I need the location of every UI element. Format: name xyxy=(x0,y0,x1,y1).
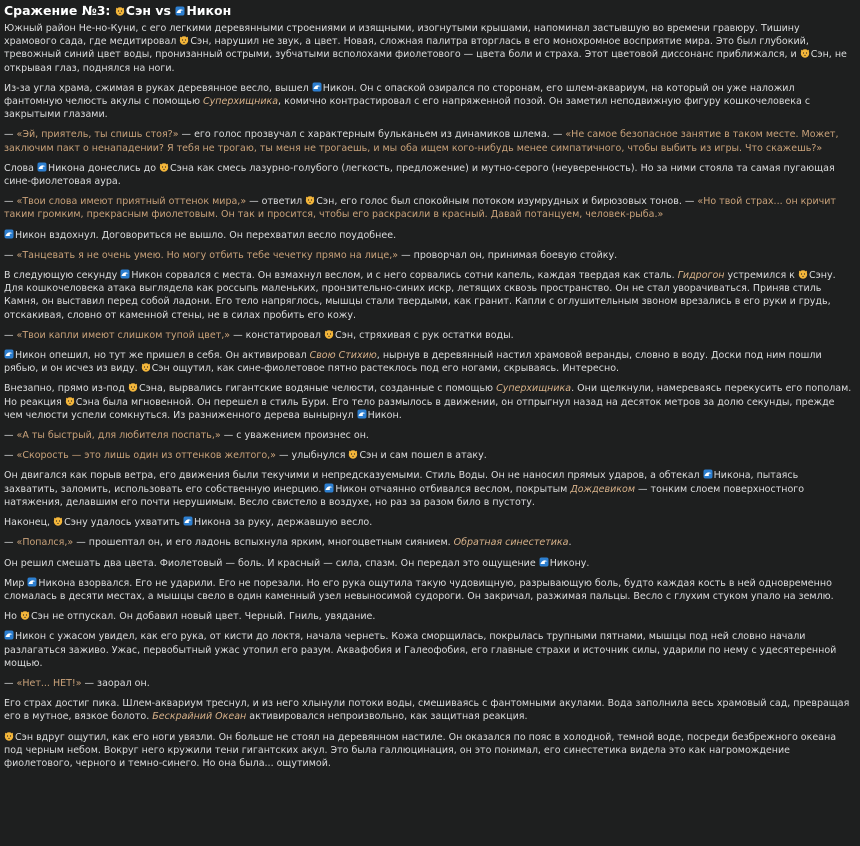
dialogue-quote: «А ты быстрый, для любителя поспать,» xyxy=(16,430,221,442)
battle-title: Сражение №3: Сэн vs Никон xyxy=(4,3,232,18)
paragraph: Никон опешил, но тут же пришел в себя. Он активировал Свою Стихию, нырнув в деревянный настил храмовой веранды, словно в воду. Доски под ним пошли рябью, и он исчез из виду. Сэн ощутил, как сине-фиолетовое пятно растеклось под его ногами, скрываясь. Интересно. xyxy=(4,350,822,375)
wave-icon xyxy=(120,269,130,279)
dialogue-quote: «Попался,» xyxy=(16,537,74,549)
tiger-face-icon xyxy=(115,6,125,16)
tiger-face-icon xyxy=(179,35,189,45)
dialogue-quote: «Танцевать я не очень умею. Но могу отбить тебе чечетку прямо на лице,» xyxy=(16,249,399,261)
wave-icon xyxy=(183,516,193,526)
wave-icon xyxy=(324,483,334,493)
paragraph: Он решил смешать два цвета. Фиолетовый — боль. И красный — сила, спазм. Он передал это ощущение Никону. xyxy=(4,557,590,569)
dialogue-quote: «Не самое безопасное занятие в таком месте. Может, заключим пакт о ненападении? Я тебя не трогаю, ты меня не трогаешь, и мы оба ищем кого-нибудь менее симпатичного, чтобы выбить из игры. Что скажешь?» xyxy=(4,129,839,154)
paragraph: — «Попался,» — прошептал он, и его ладонь вспыхнула ярким, многоцветным сиянием. Обратная синестетика. xyxy=(4,537,572,549)
paragraph: Он двигался как порыв ветра, его движения были текучими и непредсказуемыми. Стиль Воды. Он не наносил прямых ударов, а обтекал Никона, пытаясь захватить, заломить, использовать его собственную инерцию. Никон отчаянно отбивался веслом, покрытым Дождевиком — тонким слоем поверхностного натяжения, делавшим его почти нерушимым. Весло свистело в воздухе, но раз за разом било в пустоту. xyxy=(4,470,805,508)
tiger-face-icon xyxy=(4,731,14,741)
wave-icon xyxy=(703,469,713,479)
paragraph: — «Твои слова имеют приятный оттенок мира,» — ответил Сэн, его голос был спокойным потоком изумрудных и бирюзовых тонов. — «Но твой страх... он кричит таким громким, прекрасным фиолетовым. Он так и просится, чтобы его раскрасили в красный. Давай потанцуем, человек-рыба.» xyxy=(4,196,836,221)
technique-name: Суперхищника xyxy=(203,96,279,108)
wave-icon xyxy=(4,630,14,640)
paragraph: Его страх достиг пика. Шлем-аквариум треснул, и из него хлынули потоки воды, смешиваясь с фантомными акулами. Вода заполнила весь храмовый сад, превращая его в мутное, вязкое болото. Бескрайний Океан активировался непроизвольно, как защитная реакция. xyxy=(4,698,850,723)
paragraph: — «А ты быстрый, для любителя поспать,» — с уважением произнес он. xyxy=(4,430,369,442)
paragraph: — «Скорость — это лишь один из оттенков желтого,» — улыбнулся Сэн и сам пошел в атаку. xyxy=(4,450,487,462)
dialogue-quote: «Твои слова имеют приятный оттенок мира,» xyxy=(16,196,247,208)
technique-name: Суперхищника xyxy=(496,383,572,395)
paragraph: Мир Никона взорвался. Его не ударили. Его не порезали. Но его рука ощутила такую чудовищную, разрывающую боль, будто каждая кость в ней одновременно сломалась в десяти местах, а мышцы свело в один каменный узел невыносимой судороги. Он закричал, разжимая пальцы. Весло с глухим стуком упало на землю. xyxy=(4,577,834,602)
paragraph: Но Сэн не отпускал. Он добавил новый цвет. Черный. Гниль, увядание. xyxy=(4,611,376,623)
paragraph: Наконец, Сэну удалось ухватить Никона за руку, державшую весло. xyxy=(4,517,373,529)
wave-icon xyxy=(312,82,322,92)
wave-icon xyxy=(4,229,14,239)
paragraph: — «Эй, приятель, ты спишь стоя?» — его голос прозвучал с характерным бульканьем из динамиков шлема. — «Не самое безопасное занятие в таком месте. Может, заключим пакт о ненападении? Я тебя не трогаю, ты меня не трогаешь, и мы оба ищем кого-нибудь менее симпатичного, чтобы выбить из игры. Что скажешь?» xyxy=(4,129,839,154)
wave-icon xyxy=(357,409,367,419)
story-body xyxy=(4,22,854,770)
technique-name: Бескрайний Океан xyxy=(152,711,247,723)
tiger-face-icon xyxy=(305,195,315,205)
dialogue-quote: «Скорость — это лишь один из оттенков желтого,» xyxy=(16,450,276,462)
tiger-face-icon xyxy=(324,329,334,339)
paragraph: Слова Никона донеслись до Сэна как смесь лазурно-голубого (легкость, предложение) и мутно-серого (неуверенность). Но за ними стояла та самая пугающая сине-фиолетовая аура. xyxy=(4,162,835,188)
dialogue-quote: «Нет... НЕТ!» xyxy=(16,677,82,689)
paragraph: — «Твои капли имеют слишком тупой цвет,» — констатировал Сэн, стряхивая с рук остатки воды. xyxy=(4,329,514,341)
paragraph: Внезапно, прямо из-под Сэна, вырвались гигантские водяные челюсти, созданные с помощью Суперхищника. Они щелкнули, намереваясь перекусить его пополам. Но реакция Сэна была мгновенной. Он перешел в стиль Бури. Его тело размылось в движении, он отпрыгнул назад на десяток метров за долю секунды, прежде чем челюсти успели сомкнуться. Из разниженного дерева вынырнул Никон. xyxy=(4,383,852,421)
wave-icon xyxy=(4,349,14,359)
paragraph: Из-за угла храма, сжимая в руках деревянное весло, вышел Никон. Он с опаской озирался по сторонам, его шлем-аквариум, на который он уже наложил фантомную челюсть акулы с помощью Суперхищника, комично контрастировал с его напряженной позой. Он заметил неподвижную фигуру кошкочеловека с закрытыми глазами. xyxy=(4,82,811,121)
wave-icon xyxy=(37,162,47,172)
technique-name: Свою Стихию xyxy=(309,350,377,362)
tiger-face-icon xyxy=(159,162,169,172)
paragraph: Сэн вдруг ощутил, как его ноги увязли. Он больше не стоял на деревянном настиле. Он оказался по пояс в холодной, темной воде, посреди безбрежного океана под черным небом. Вокруг него кружили тени гигантских акул. Это была галлюцинация, он это понимал, его синестетика видела это как нагромождение фиолетового, черного и темно-синего. Но она была... ощутимой. xyxy=(4,731,837,769)
tiger-face-icon xyxy=(141,362,151,372)
dialogue-quote: «Эй, приятель, ты спишь стоя?» xyxy=(16,129,179,141)
technique-name: Гидрогон xyxy=(677,270,725,282)
tiger-face-icon xyxy=(53,516,63,526)
tiger-face-icon xyxy=(798,269,808,279)
tiger-face-icon xyxy=(65,396,75,406)
technique-name: Дождевиком xyxy=(570,483,636,495)
tiger-face-icon xyxy=(348,449,358,459)
paragraph: Южный район Не-но-Куни, с его легкими деревянными строениями и изящными, изогнутыми крышами, напоминал застывшую во времени гравюру. Тишину храмового сада, где медитировал Сэн, нарушил не звук, а цвет. Новая, сложная палитра вторглась в его монохромное восприятие мира. Это был глубокий, тревожный синий цвет воды, пронизанный острыми, зубчатыми всполохами фиолетового — цвета боли и страха. Этот цветовой диссонанс приближался, и Сэн, не открывая глаз, поднялся на ноги. xyxy=(4,23,847,74)
technique-name: Обратная синестетика xyxy=(453,537,569,549)
tiger-face-icon xyxy=(128,382,138,392)
wave-icon xyxy=(539,557,549,567)
dialogue-quote: «Но твой страх... он кричит таким громким, прекрасным фиолетовым. Он так и просится, чтобы его раскрасили в красный. Давай потанцуем, человек-рыба.» xyxy=(4,196,836,221)
paragraph: — «Танцевать я не очень умею. Но могу отбить тебе чечетку прямо на лице,» — проворчал он, принимая боевую стойку. xyxy=(4,249,618,261)
paragraph: Никон вздохнул. Договориться не вышло. Он перехватил весло поудобнее. xyxy=(4,229,854,242)
dialogue-quote: «Твои капли имеют слишком тупой цвет,» xyxy=(16,329,231,341)
paragraph: — «Нет... НЕТ!» — заорал он. xyxy=(4,677,150,689)
paragraph: В следующую секунду Никон сорвался с места. Он взмахнул веслом, и с него сорвались сотни капель, каждая твердая как сталь. Гидрогон устремился к Сэну. Для кошкочеловека атака выглядела как россыпь маленьких, пронзительно-синих искр, летящих сквозь пространство. Он не стал уворачиваться. Приняв стиль Камня, он выставил перед собой ладони. Его тело напряглось, мышцы стали твердыми, как гранит. Капли с оглушительным звоном врезались в его руки и грудь, отскакивая, словно от каменной стены, не в силах пробить его кожу. xyxy=(4,270,836,321)
wave-icon xyxy=(175,6,185,16)
paragraph: Никон с ужасом увидел, как его рука, от кисти до локтя, начала чернеть. Кожа сморщилась, покрылась трупными пятнами, мышцы под ней словно начали разлагаться заживо. Ужас, первобытный ужас утопил его разум. Аквафобия и Галеофобия, его главные страхи и источник силы, ударили по нему с удесятеренной мощью. xyxy=(4,631,837,669)
tiger-face-icon xyxy=(20,610,30,620)
wave-icon xyxy=(27,577,37,587)
tiger-face-icon xyxy=(800,48,810,58)
